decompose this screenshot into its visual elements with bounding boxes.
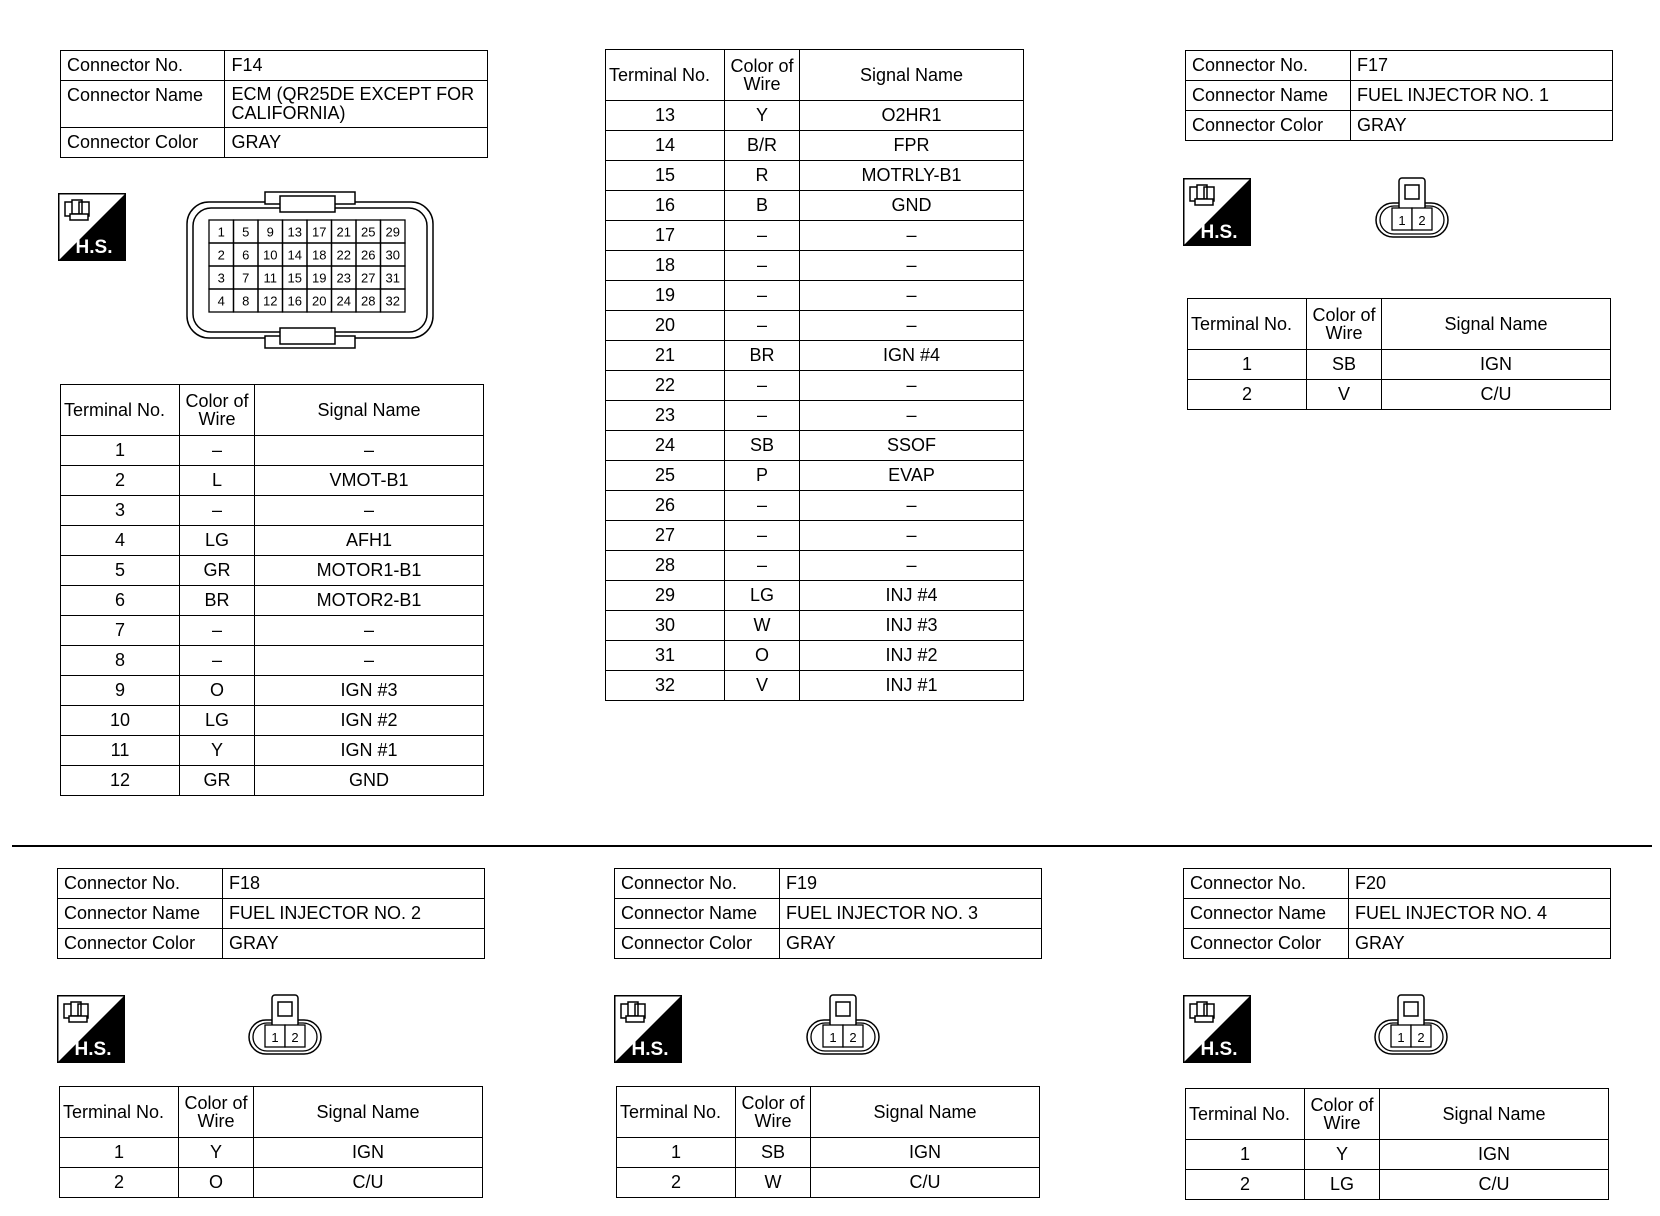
table-row	[60, 1138, 483, 1168]
connector-color-label: Connector Color	[615, 929, 780, 959]
signal-name-cell: –	[800, 551, 1024, 581]
signal-name-cell: IGN #3	[255, 676, 484, 706]
f14-terminal-table-a	[60, 384, 484, 796]
pin-number: 26	[361, 247, 376, 263]
table-row	[606, 641, 1024, 671]
signal-name-cell: MOTOR1-B1	[255, 556, 484, 586]
table-row	[61, 616, 484, 646]
pin-number: 19	[312, 270, 327, 286]
table-row	[617, 1168, 1040, 1198]
connector-no-label: Connector No.	[1186, 51, 1351, 81]
pin-number: 1	[271, 1030, 279, 1045]
terminal-no-header: Terminal No.	[617, 1087, 736, 1138]
f17-connector-info	[1185, 50, 1613, 141]
table-row	[1186, 1170, 1609, 1200]
terminal-no-header: Terminal No.	[60, 1087, 179, 1138]
terminal-no-cell: 1	[61, 436, 180, 466]
wire-color-cell: W	[736, 1168, 811, 1198]
pin-number: 2	[849, 1030, 857, 1045]
connector-name-label: Connector Name	[61, 81, 225, 128]
wire-color-cell: W	[725, 611, 800, 641]
connector-name-value: ECM (QR25DE EXCEPT FOR CALIFORNIA)	[225, 81, 488, 128]
two-pin-connector-face	[1373, 992, 1449, 1058]
wire-color-cell: SB	[1307, 350, 1382, 380]
signal-name-cell: GND	[255, 766, 484, 796]
signal-name-cell: FPR	[800, 131, 1024, 161]
terminal-no-cell: 20	[606, 311, 725, 341]
wire-color-cell: V	[725, 671, 800, 701]
terminal-no-cell: 12	[61, 766, 180, 796]
signal-name-cell: IGN #2	[255, 706, 484, 736]
harness-side-icon	[1183, 995, 1251, 1063]
terminal-no-cell: 24	[606, 431, 725, 461]
table-row	[606, 431, 1024, 461]
terminal-no-header: Terminal No.	[61, 385, 180, 436]
wire-color-cell: –	[725, 491, 800, 521]
wire-color-cell: BR	[725, 341, 800, 371]
signal-name-cell: –	[800, 251, 1024, 281]
f14-connector-info	[60, 50, 488, 158]
table-row	[1188, 380, 1611, 410]
terminal-no-cell: 22	[606, 371, 725, 401]
table-row	[606, 671, 1024, 701]
terminal-no-cell: 1	[617, 1138, 736, 1168]
terminal-table-header	[60, 1087, 483, 1138]
connector-color-row	[615, 929, 1042, 959]
signal-name-cell: IGN	[1380, 1140, 1609, 1170]
wire-color-cell: O	[180, 676, 255, 706]
wire-color-cell: –	[180, 496, 255, 526]
table-row	[606, 491, 1024, 521]
table-row	[606, 611, 1024, 641]
pin-number: 5	[242, 224, 250, 240]
connector-name-row	[1186, 81, 1613, 111]
pin-number: 1	[829, 1030, 837, 1045]
table-row	[61, 526, 484, 556]
terminal-no-cell: 8	[61, 646, 180, 676]
wire-color-cell: Y	[1305, 1140, 1380, 1170]
signal-name-cell: VMOT-B1	[255, 466, 484, 496]
connector-color-value: GRAY	[223, 929, 485, 959]
terminal-no-header: Terminal No.	[1186, 1089, 1305, 1140]
terminal-no-cell: 1	[1188, 350, 1307, 380]
pin-number: 21	[336, 224, 351, 240]
wire-color-cell: Y	[725, 101, 800, 131]
connector-no-label: Connector No.	[615, 869, 780, 899]
color-of-wire-header: Color of Wire	[179, 1087, 254, 1138]
f18-terminal-table	[59, 1086, 483, 1198]
terminal-no-cell: 18	[606, 251, 725, 281]
signal-name-header: Signal Name	[1382, 299, 1611, 350]
table-row	[606, 401, 1024, 431]
connector-color-label: Connector Color	[1186, 111, 1351, 141]
wire-color-cell: –	[180, 616, 255, 646]
pin-number: 4	[217, 293, 225, 309]
color-of-wire-header: Color of Wire	[725, 50, 800, 101]
wire-color-cell: –	[725, 371, 800, 401]
terminal-no-cell: 7	[61, 616, 180, 646]
signal-name-cell: –	[255, 646, 484, 676]
signal-name-header: Signal Name	[800, 50, 1024, 101]
pin-number: 12	[263, 293, 278, 309]
two-pin-connector-face	[1374, 175, 1450, 241]
pin-number: 23	[336, 270, 351, 286]
terminal-table-header	[61, 385, 484, 436]
signal-name-cell: MOTRLY-B1	[800, 161, 1024, 191]
table-row	[617, 1138, 1040, 1168]
pin-number: 2	[1417, 1030, 1425, 1045]
table-row	[61, 706, 484, 736]
terminal-no-cell: 6	[61, 586, 180, 616]
table-row	[606, 551, 1024, 581]
table-row	[606, 281, 1024, 311]
terminal-no-cell: 23	[606, 401, 725, 431]
connector-no-value: F17	[1351, 51, 1613, 81]
table-row	[606, 581, 1024, 611]
pin-number: 1	[1397, 1030, 1405, 1045]
connector-color-label: Connector Color	[58, 929, 223, 959]
pin-number: 2	[1418, 213, 1426, 228]
pin-number: 29	[385, 224, 400, 240]
pin-number: 10	[263, 247, 278, 263]
signal-name-cell: IGN	[1382, 350, 1611, 380]
connector-color-value: GRAY	[780, 929, 1042, 959]
signal-name-cell: –	[800, 221, 1024, 251]
signal-name-cell: –	[800, 281, 1024, 311]
terminal-no-cell: 5	[61, 556, 180, 586]
section-divider	[12, 845, 1652, 847]
two-pin-connector-face	[247, 992, 323, 1058]
connector-no-value: F18	[223, 869, 485, 899]
connector-no-label: Connector No.	[61, 51, 225, 81]
table-row	[61, 766, 484, 796]
pin-number: 9	[266, 224, 274, 240]
table-row	[606, 251, 1024, 281]
terminal-no-cell: 2	[60, 1168, 179, 1198]
terminal-no-cell: 2	[1186, 1170, 1305, 1200]
connector-color-row	[1184, 929, 1611, 959]
connector-no-row	[61, 51, 488, 81]
wire-color-cell: LG	[180, 526, 255, 556]
connector-name-value: FUEL INJECTOR NO. 3	[780, 899, 1042, 929]
pin-number: 20	[312, 293, 327, 309]
signal-name-header: Signal Name	[254, 1087, 483, 1138]
terminal-no-cell: 13	[606, 101, 725, 131]
wire-color-cell: R	[725, 161, 800, 191]
pin-number: 3	[217, 270, 225, 286]
color-of-wire-header: Color of Wire	[180, 385, 255, 436]
f19-connector-info	[614, 868, 1042, 959]
hs-label: H.S.	[1200, 222, 1238, 243]
pin-number: 13	[287, 224, 302, 240]
signal-name-cell: C/U	[254, 1168, 483, 1198]
f17-terminal-table	[1187, 298, 1611, 410]
connector-no-label: Connector No.	[58, 869, 223, 899]
table-row	[606, 371, 1024, 401]
signal-name-cell: SSOF	[800, 431, 1024, 461]
connector-name-label: Connector Name	[1186, 81, 1351, 111]
wire-color-cell: –	[725, 401, 800, 431]
terminal-no-cell: 1	[60, 1138, 179, 1168]
signal-name-cell: INJ #1	[800, 671, 1024, 701]
pin-number: 11	[263, 270, 277, 286]
wire-color-cell: O	[725, 641, 800, 671]
pin-number: 1	[1398, 213, 1406, 228]
table-row	[61, 436, 484, 466]
table-row	[606, 311, 1024, 341]
pin-number: 17	[312, 224, 327, 240]
signal-name-cell: –	[255, 436, 484, 466]
signal-name-cell: –	[800, 491, 1024, 521]
signal-name-cell: –	[800, 521, 1024, 551]
terminal-no-cell: 32	[606, 671, 725, 701]
wire-color-cell: BR	[180, 586, 255, 616]
signal-name-cell: C/U	[1380, 1170, 1609, 1200]
hs-label: H.S.	[1200, 1039, 1238, 1060]
f19-terminal-table	[616, 1086, 1040, 1198]
ecm-pin-grid	[209, 220, 405, 312]
terminal-no-cell: 30	[606, 611, 725, 641]
table-row	[606, 161, 1024, 191]
color-of-wire-header: Color of Wire	[1307, 299, 1382, 350]
table-row	[61, 496, 484, 526]
connector-no-value: F14	[225, 51, 488, 81]
pin-number: 2	[217, 247, 225, 263]
terminal-table-header	[1188, 299, 1611, 350]
pin-number: 2	[291, 1030, 299, 1045]
terminal-no-cell: 9	[61, 676, 180, 706]
terminal-no-header: Terminal No.	[606, 50, 725, 101]
signal-name-header: Signal Name	[255, 385, 484, 436]
terminal-no-cell: 15	[606, 161, 725, 191]
connector-color-value: GRAY	[1349, 929, 1611, 959]
pin-number: 15	[287, 270, 302, 286]
terminal-no-cell: 28	[606, 551, 725, 581]
f20-terminal-table	[1185, 1088, 1609, 1200]
signal-name-cell: IGN #4	[800, 341, 1024, 371]
signal-name-cell: IGN	[254, 1138, 483, 1168]
pin-number: 25	[361, 224, 376, 240]
f20-connector-info	[1183, 868, 1611, 959]
wire-color-cell: O	[179, 1168, 254, 1198]
terminal-table-header	[1186, 1089, 1609, 1140]
signal-name-cell: INJ #4	[800, 581, 1024, 611]
connector-name-value: FUEL INJECTOR NO. 1	[1351, 81, 1613, 111]
connector-color-label: Connector Color	[61, 128, 225, 158]
harness-side-icon	[614, 995, 682, 1063]
signal-name-header: Signal Name	[811, 1087, 1040, 1138]
table-row	[606, 341, 1024, 371]
connector-name-label: Connector Name	[1184, 899, 1349, 929]
signal-name-cell: –	[800, 311, 1024, 341]
connector-name-row	[615, 899, 1042, 929]
connector-name-label: Connector Name	[58, 899, 223, 929]
wire-color-cell: P	[725, 461, 800, 491]
hs-label: H.S.	[631, 1039, 669, 1060]
harness-side-icon	[57, 995, 125, 1063]
color-of-wire-header: Color of Wire	[736, 1087, 811, 1138]
table-row	[606, 461, 1024, 491]
connector-name-value: FUEL INJECTOR NO. 2	[223, 899, 485, 929]
terminal-no-header: Terminal No.	[1188, 299, 1307, 350]
terminal-no-cell: 21	[606, 341, 725, 371]
wire-color-cell: –	[180, 436, 255, 466]
terminal-no-cell: 4	[61, 526, 180, 556]
terminal-no-cell: 29	[606, 581, 725, 611]
terminal-table-header	[617, 1087, 1040, 1138]
terminal-no-cell: 19	[606, 281, 725, 311]
table-row	[606, 101, 1024, 131]
pin-number: 1	[217, 224, 225, 240]
harness-side-icon	[1183, 178, 1251, 246]
signal-name-cell: INJ #2	[800, 641, 1024, 671]
pin-number: 18	[312, 247, 327, 263]
table-row	[606, 191, 1024, 221]
connector-color-label: Connector Color	[1184, 929, 1349, 959]
table-row	[61, 586, 484, 616]
connector-color-row	[61, 128, 488, 158]
connector-name-row	[1184, 899, 1611, 929]
table-row	[1186, 1140, 1609, 1170]
connector-no-row	[1186, 51, 1613, 81]
table-row	[606, 521, 1024, 551]
signal-name-cell: IGN #1	[255, 736, 484, 766]
connector-name-label: Connector Name	[615, 899, 780, 929]
connector-color-value: GRAY	[1351, 111, 1613, 141]
table-row	[61, 736, 484, 766]
pin-number: 32	[385, 293, 400, 309]
pin-number: 7	[242, 270, 250, 286]
terminal-no-cell: 14	[606, 131, 725, 161]
terminal-no-cell: 3	[61, 496, 180, 526]
wire-color-cell: –	[725, 281, 800, 311]
wire-color-cell: –	[180, 646, 255, 676]
wire-color-cell: B/R	[725, 131, 800, 161]
terminal-no-cell: 2	[1188, 380, 1307, 410]
signal-name-header: Signal Name	[1380, 1089, 1609, 1140]
terminal-no-cell: 1	[1186, 1140, 1305, 1170]
table-row	[61, 466, 484, 496]
terminal-no-cell: 17	[606, 221, 725, 251]
wire-color-cell: –	[725, 221, 800, 251]
connector-color-row	[1186, 111, 1613, 141]
connector-color-row	[58, 929, 485, 959]
signal-name-cell: –	[800, 371, 1024, 401]
signal-name-cell: IGN	[811, 1138, 1040, 1168]
connector-no-value: F19	[780, 869, 1042, 899]
terminal-no-cell: 11	[61, 736, 180, 766]
terminal-no-cell: 2	[61, 466, 180, 496]
table-row	[606, 131, 1024, 161]
color-of-wire-header: Color of Wire	[1305, 1089, 1380, 1140]
table-row	[60, 1168, 483, 1198]
connector-no-value: F20	[1349, 869, 1611, 899]
terminal-no-cell: 25	[606, 461, 725, 491]
terminal-no-cell: 27	[606, 521, 725, 551]
terminal-no-cell: 2	[617, 1168, 736, 1198]
wire-color-cell: LG	[1305, 1170, 1380, 1200]
wire-color-cell: –	[725, 311, 800, 341]
connector-name-row	[58, 899, 485, 929]
signal-name-cell: –	[800, 401, 1024, 431]
table-row	[61, 646, 484, 676]
f14-terminal-table-b	[605, 49, 1024, 701]
connector-name-row	[61, 81, 488, 128]
connector-no-row	[1184, 869, 1611, 899]
connector-name-value: FUEL INJECTOR NO. 4	[1349, 899, 1611, 929]
hs-label: H.S.	[74, 1039, 112, 1060]
signal-name-cell: C/U	[811, 1168, 1040, 1198]
pin-number: 28	[361, 293, 376, 309]
wire-color-cell: –	[725, 551, 800, 581]
two-pin-connector-face	[805, 992, 881, 1058]
wire-color-cell: LG	[180, 706, 255, 736]
pin-number: 14	[287, 247, 302, 263]
signal-name-cell: MOTOR2-B1	[255, 586, 484, 616]
connector-no-label: Connector No.	[1184, 869, 1349, 899]
table-row	[1188, 350, 1611, 380]
wire-color-cell: V	[1307, 380, 1382, 410]
signal-name-cell: EVAP	[800, 461, 1024, 491]
wire-color-cell: –	[725, 521, 800, 551]
pin-number: 6	[242, 247, 250, 263]
ecm-connector-face	[185, 190, 435, 350]
terminal-no-cell: 26	[606, 491, 725, 521]
connector-no-row	[58, 869, 485, 899]
harness-side-icon	[58, 193, 126, 261]
f18-connector-info	[57, 868, 485, 959]
signal-name-cell: C/U	[1382, 380, 1611, 410]
signal-name-cell: GND	[800, 191, 1024, 221]
signal-name-cell: INJ #3	[800, 611, 1024, 641]
wire-color-cell: B	[725, 191, 800, 221]
connector-no-row	[615, 869, 1042, 899]
table-row	[61, 676, 484, 706]
pin-number: 31	[385, 270, 400, 286]
wire-color-cell: SB	[736, 1138, 811, 1168]
signal-name-cell: –	[255, 496, 484, 526]
table-row	[61, 556, 484, 586]
wire-color-cell: SB	[725, 431, 800, 461]
pin-number: 22	[336, 247, 351, 263]
wire-color-cell: GR	[180, 766, 255, 796]
pin-number: 27	[361, 270, 376, 286]
pin-number: 8	[242, 293, 250, 309]
wire-color-cell: –	[725, 251, 800, 281]
signal-name-cell: –	[255, 616, 484, 646]
wire-color-cell: GR	[180, 556, 255, 586]
terminal-no-cell: 10	[61, 706, 180, 736]
wire-color-cell: Y	[179, 1138, 254, 1168]
signal-name-cell: O2HR1	[800, 101, 1024, 131]
pin-number: 24	[336, 293, 351, 309]
terminal-no-cell: 31	[606, 641, 725, 671]
hs-label: H.S.	[75, 237, 113, 258]
connector-color-value: GRAY	[225, 128, 488, 158]
pin-number: 30	[385, 247, 400, 263]
wire-color-cell: LG	[725, 581, 800, 611]
signal-name-cell: AFH1	[255, 526, 484, 556]
table-row	[606, 221, 1024, 251]
wire-color-cell: Y	[180, 736, 255, 766]
pin-number: 16	[287, 293, 302, 309]
wire-color-cell: L	[180, 466, 255, 496]
terminal-no-cell: 16	[606, 191, 725, 221]
terminal-table-header	[606, 50, 1024, 101]
